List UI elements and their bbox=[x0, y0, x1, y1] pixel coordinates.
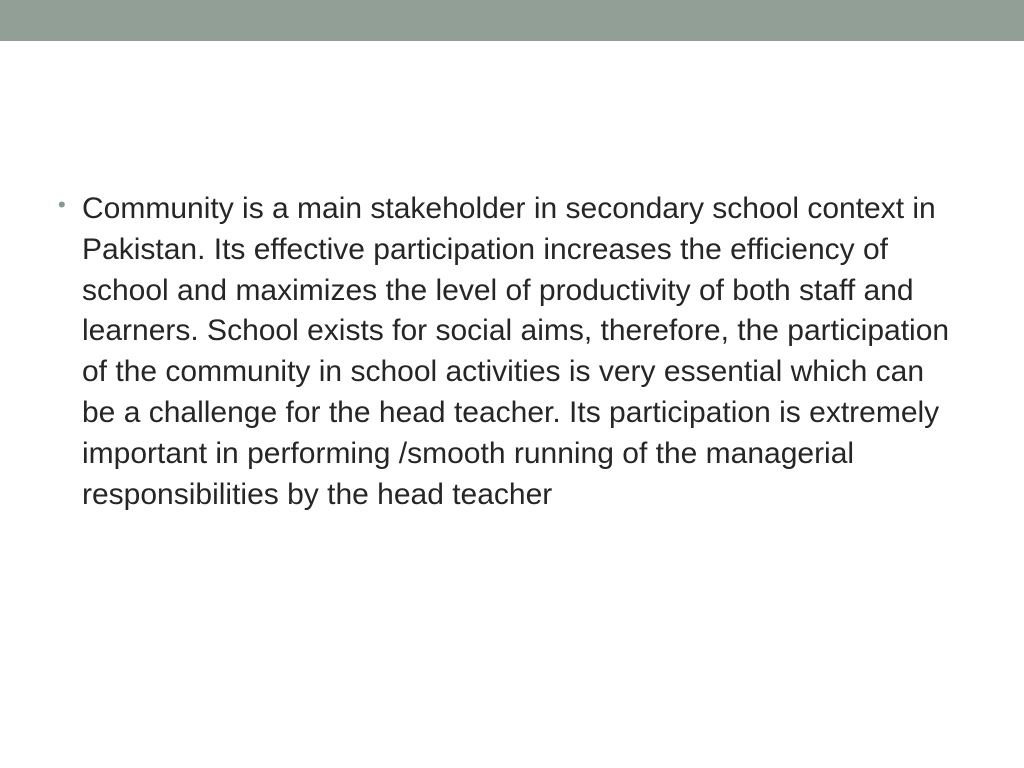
bullet-marker: • bbox=[58, 192, 66, 217]
bullet-text: Community is a main stakeholder in secondary school context in Pakistan. Its effective participation increases the efficiency of school and maximizes the level of productivity of both staff and learners. School exists for social aims, therefore, the participation of the community in school activities is very essential which can be a challenge for the head teacher. Its participation is extremely important in performing /smooth running of the managerial responsibilities by the head teacher bbox=[82, 192, 950, 511]
bullet-list bbox=[58, 189, 958, 515]
header-bar bbox=[0, 0, 1024, 41]
bullet-item bbox=[58, 189, 958, 515]
